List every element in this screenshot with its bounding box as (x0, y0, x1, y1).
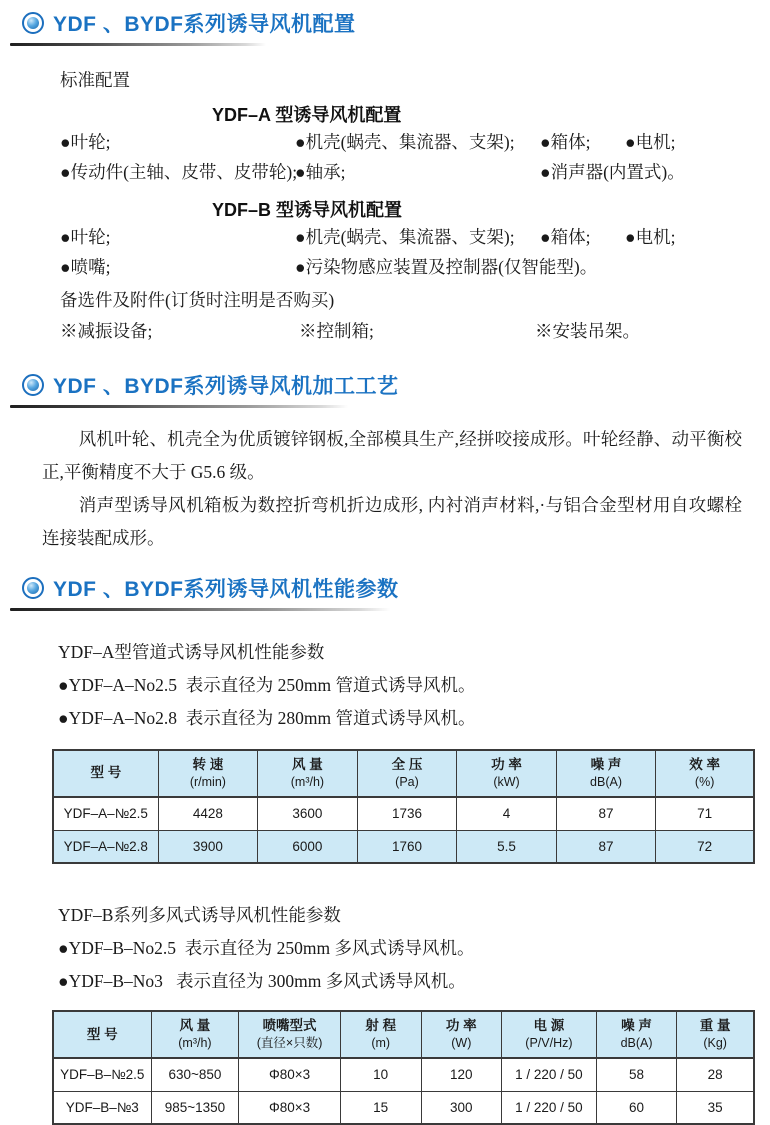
ydb-performance-intro: YDF–B系列多风式诱导风机性能参数 (58, 905, 341, 926)
double-circle-icon (22, 374, 44, 396)
model-note: ●YDF–A–No2.8 表示直径为 280mm 管道式诱导风机。 (58, 708, 476, 728)
section-process (10, 347, 770, 408)
config-item: ●叶轮; (60, 132, 111, 152)
cell-value: 630~850 (151, 1058, 239, 1091)
col-header-model: 型 号 (53, 750, 158, 797)
config-row (60, 127, 770, 157)
config-row (60, 222, 770, 252)
cell-value: 3900 (158, 830, 258, 863)
col-header-airflow: 风 量 (m³/h) (258, 750, 358, 797)
col-header-speed: 转 速 (r/min) (158, 750, 258, 797)
config-item: ●传动件(主轴、皮带、皮带轮); (60, 162, 298, 182)
col-header-power: 功 率 (kW) (457, 750, 557, 797)
cell-value: 87 (556, 830, 656, 863)
cell-value: 10 (340, 1058, 421, 1091)
optional-item: ※控制箱; (299, 321, 374, 341)
cell-value: 72 (656, 830, 754, 863)
col-header-efficiency: 效 率 (%) (656, 750, 754, 797)
double-circle-icon (22, 12, 44, 34)
cell-value: 4 (457, 797, 557, 830)
yda-performance-table (52, 749, 755, 864)
cell-value: 35 (677, 1091, 754, 1124)
cell-model: YDF–B–№2.5 (53, 1058, 151, 1091)
config-row (60, 157, 770, 187)
cell-value: 6000 (258, 830, 358, 863)
section-title: YDF 、BYDF系列诱导风机性能参数 (53, 578, 399, 601)
cell-value: 87 (556, 797, 656, 830)
cell-model: YDF–A–№2.5 (53, 797, 158, 830)
cell-value: 15 (340, 1091, 421, 1124)
col-header-supply: 电 源 (P/V/Hz) (502, 1011, 597, 1058)
cell-value: 28 (677, 1058, 754, 1091)
standard-config-label: 标准配置 (60, 70, 130, 90)
config-item: ●喷嘴; (60, 257, 111, 277)
model-note: ●YDF–B–No3 表示直径为 300mm 多风式诱导风机。 (58, 971, 466, 992)
config-row (60, 252, 770, 282)
col-header-noise: 噪 声 dB(A) (556, 750, 656, 797)
table-row (53, 1091, 754, 1124)
cell-value: 3600 (258, 797, 358, 830)
optional-parts-row (60, 315, 770, 347)
ydb-performance-table (52, 1010, 755, 1125)
col-header-airflow: 风 量 (m³/h) (151, 1011, 239, 1058)
cell-value: 1 / 220 / 50 (502, 1058, 597, 1091)
cell-value: Φ80×3 (239, 1058, 341, 1091)
cell-value: 60 (596, 1091, 677, 1124)
yda-config-heading: YDF–A 型诱导风机配置 (212, 105, 402, 125)
config-item: ●箱体; (540, 132, 591, 152)
config-item: ●机壳(蜗壳、集流器、支架); (295, 227, 515, 247)
table-row (53, 830, 754, 863)
title-underline (10, 43, 266, 46)
section-configuration (10, 0, 770, 46)
cell-value: Φ80×3 (239, 1091, 341, 1124)
cell-model: YDF–A–№2.8 (53, 830, 158, 863)
config-item: ●电机; (625, 227, 676, 247)
double-circle-icon (22, 577, 44, 599)
optional-item: ※减振设备; (60, 321, 153, 341)
cell-value: 5.5 (457, 830, 557, 863)
col-header-model: 型 号 (53, 1011, 151, 1058)
cell-value: 1 / 220 / 50 (502, 1091, 597, 1124)
table-header-row (53, 750, 754, 797)
title-underline (10, 405, 348, 408)
optional-item: ※安装吊架。 (535, 321, 640, 341)
config-item: ●箱体; (540, 227, 591, 247)
cell-value: 985~1350 (151, 1091, 239, 1124)
cell-value: 120 (421, 1058, 502, 1091)
yda-performance-intro: YDF–A型管道式诱导风机性能参数 (58, 642, 325, 662)
model-note: ●YDF–A–No2.5 表示直径为 250mm 管道式诱导风机。 (58, 675, 476, 695)
config-item: ●污染物感应装置及控制器(仅智能型)。 (295, 257, 598, 277)
cell-value: 300 (421, 1091, 502, 1124)
section-title: YDF 、BYDF系列诱导风机加工工艺 (53, 375, 399, 398)
col-header-noise: 噪 声 dB(A) (596, 1011, 677, 1058)
cell-value: 71 (656, 797, 754, 830)
config-item: ●机壳(蜗壳、集流器、支架); (295, 132, 515, 152)
col-header-pressure: 全 压 (Pa) (357, 750, 457, 797)
config-item: ●电机; (625, 132, 676, 152)
config-item: ●消声器(内置式)。 (540, 162, 685, 182)
optional-parts-label: 备选件及附件(订货时注明是否购买) (60, 290, 335, 310)
model-note: ●YDF–B–No2.5 表示直径为 250mm 多风式诱导风机。 (58, 938, 475, 959)
col-header-power: 功 率 (W) (421, 1011, 502, 1058)
process-paragraph: 消声型诱导风机箱板为数控折弯机折边成形, 内衬消声材料,·与铝合金型材用自攻螺栓连接装配成形。 (42, 495, 742, 548)
section-performance (10, 555, 770, 611)
col-header-weight: 重 量 (Kg) (677, 1011, 754, 1058)
process-paragraph: 风机叶轮、机壳全为优质镀锌钢板,全部模具生产,经拼咬接成形。叶轮经静、动平衡校正,平衡精度不大于 G5.6 级。 (42, 429, 742, 482)
table-row (53, 797, 754, 830)
table-header-row (53, 1011, 754, 1058)
cell-value: 1736 (357, 797, 457, 830)
cell-value: 4428 (158, 797, 258, 830)
cell-model: YDF–B–№3 (53, 1091, 151, 1124)
config-item: ●轴承; (295, 162, 346, 182)
col-header-nozzle: 喷嘴型式 (直径×只数) (239, 1011, 341, 1058)
config-item: ●叶轮; (60, 227, 111, 247)
cell-value: 1760 (357, 830, 457, 863)
cell-value: 58 (596, 1058, 677, 1091)
col-header-range: 射 程 (m) (340, 1011, 421, 1058)
ydb-config-heading: YDF–B 型诱导风机配置 (212, 200, 403, 220)
title-underline (10, 608, 390, 611)
table-row (53, 1058, 754, 1091)
section-title: YDF 、BYDF系列诱导风机配置 (53, 13, 356, 36)
